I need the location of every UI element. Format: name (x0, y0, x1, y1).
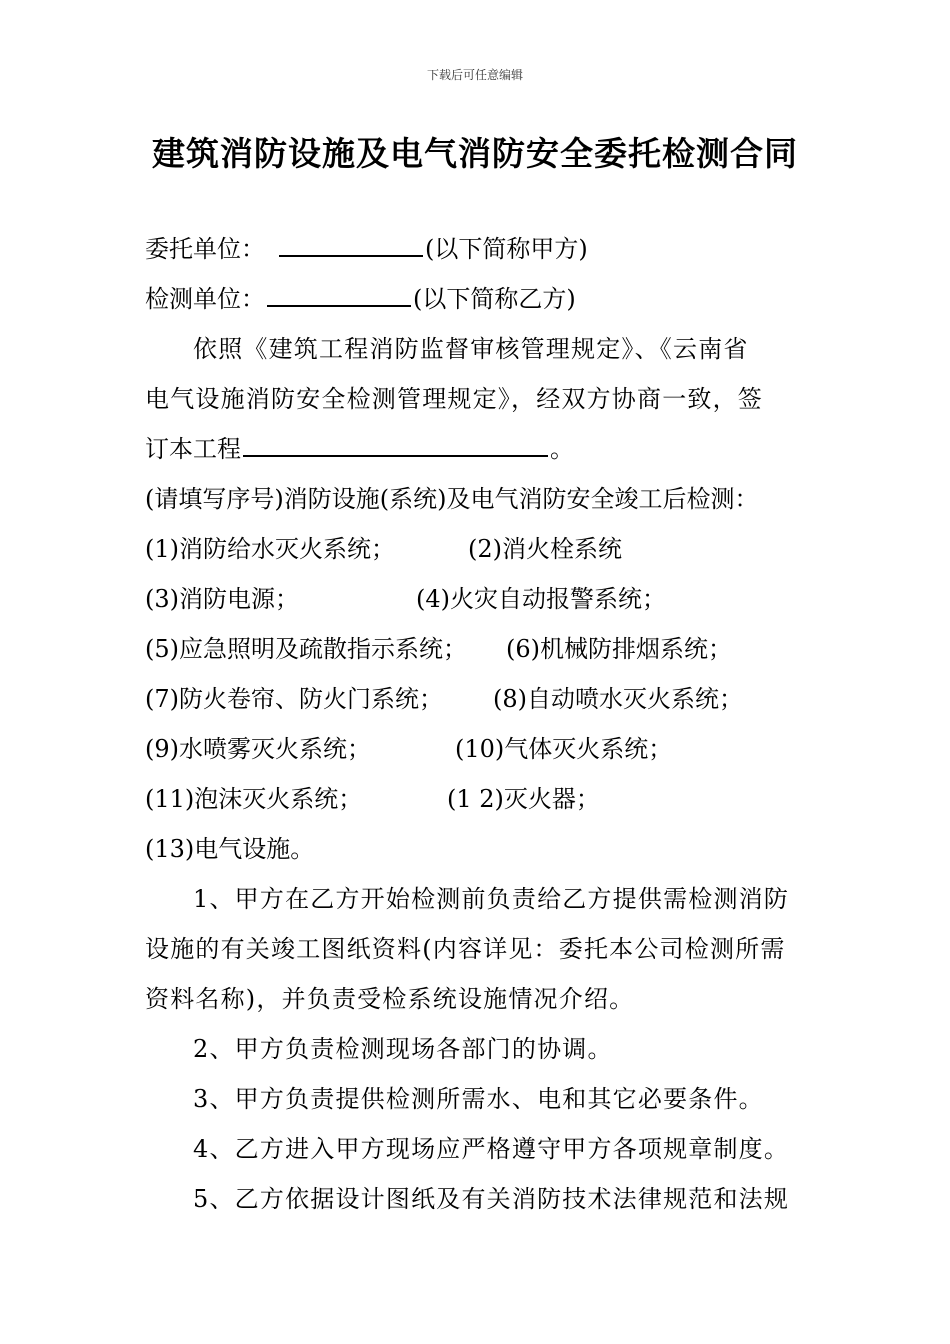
client-blank[interactable] (279, 227, 423, 257)
list-item (145, 774, 810, 824)
tester-suffix: (以下简称乙方) (413, 285, 576, 313)
clause-5: 5、乙方依据设计图纸及有关消防技术法律规范和法规 (193, 1185, 790, 1213)
client-label: 委托单位： (145, 235, 265, 263)
contract-body (145, 224, 810, 1224)
header-note: 下载后可任意编辑 (426, 68, 523, 82)
tester-blank[interactable] (267, 277, 411, 307)
list-item (145, 524, 810, 574)
item-11: (11)泡沫灭火系统； (145, 785, 363, 813)
list-item (145, 724, 810, 774)
client-suffix: (以下简称甲方) (425, 235, 588, 263)
item-6: (6)机械防排烟系统； (506, 635, 732, 663)
item-9: (9)水喷雾灭火系统； (145, 735, 371, 763)
document-title: 建筑消防设施及电气消防安全委托检测合同 (152, 134, 798, 173)
clause-1-line-3: 资料名称)，并负责受检系统设施情况介绍。 (145, 985, 635, 1013)
intro-line-1: 依照《建筑工程消防监督审核管理规定》、《云南省 (193, 335, 749, 363)
project-blank[interactable] (243, 427, 548, 457)
item-13: (13)电气设施。 (145, 835, 315, 863)
item-12: (1 2)灭火器； (447, 785, 600, 813)
item-3: (3)消防电源； (145, 585, 299, 613)
item-4: (4)火灾自动报警系统； (416, 585, 666, 613)
clause-3: 3、甲方负责提供检测所需水、电和其它必要条件。 (193, 1085, 764, 1113)
item-8: (8)自动喷水灭火系统； (493, 685, 743, 713)
clause-2: 2、甲方负责检测现场各部门的协调。 (193, 1035, 613, 1063)
item-2: (2)消火栓系统 (468, 535, 622, 563)
clause-4: 4、乙方进入甲方现场应严格遵守甲方各项规章制度。 (193, 1135, 790, 1163)
fill-prompt: (请填写序号)消防设施(系统)及电气消防安全竣工后检测： (145, 485, 759, 513)
list-item (145, 574, 810, 624)
clause-1-line-2: 设施的有关竣工图纸资料(内容详见：委托本公司检测所需 (145, 935, 786, 963)
intro-line-3-prefix: 订本工程 (145, 435, 241, 463)
intro-line-3 (145, 424, 810, 474)
item-7: (7)防火卷帘、防火门系统； (145, 685, 443, 713)
clause-1-line-1: 1、甲方在乙方开始检测前负责给乙方提供需检测消防 (193, 885, 790, 913)
list-item (145, 824, 810, 874)
item-10: (10)气体灭火系统； (455, 735, 673, 763)
item-1: (1)消防给水灭火系统； (145, 535, 395, 563)
intro-line-2: 电气设施消防安全检测管理规定》，经双方协商一致，签 (145, 385, 763, 413)
tester-line (145, 274, 810, 324)
intro-line-3-suffix: 。 (550, 435, 574, 463)
list-item (145, 674, 810, 724)
list-item (145, 624, 810, 674)
client-line (145, 224, 810, 274)
tester-label: 检测单位： (145, 285, 265, 313)
item-5: (5)应急照明及疏散指示系统； (145, 635, 467, 663)
